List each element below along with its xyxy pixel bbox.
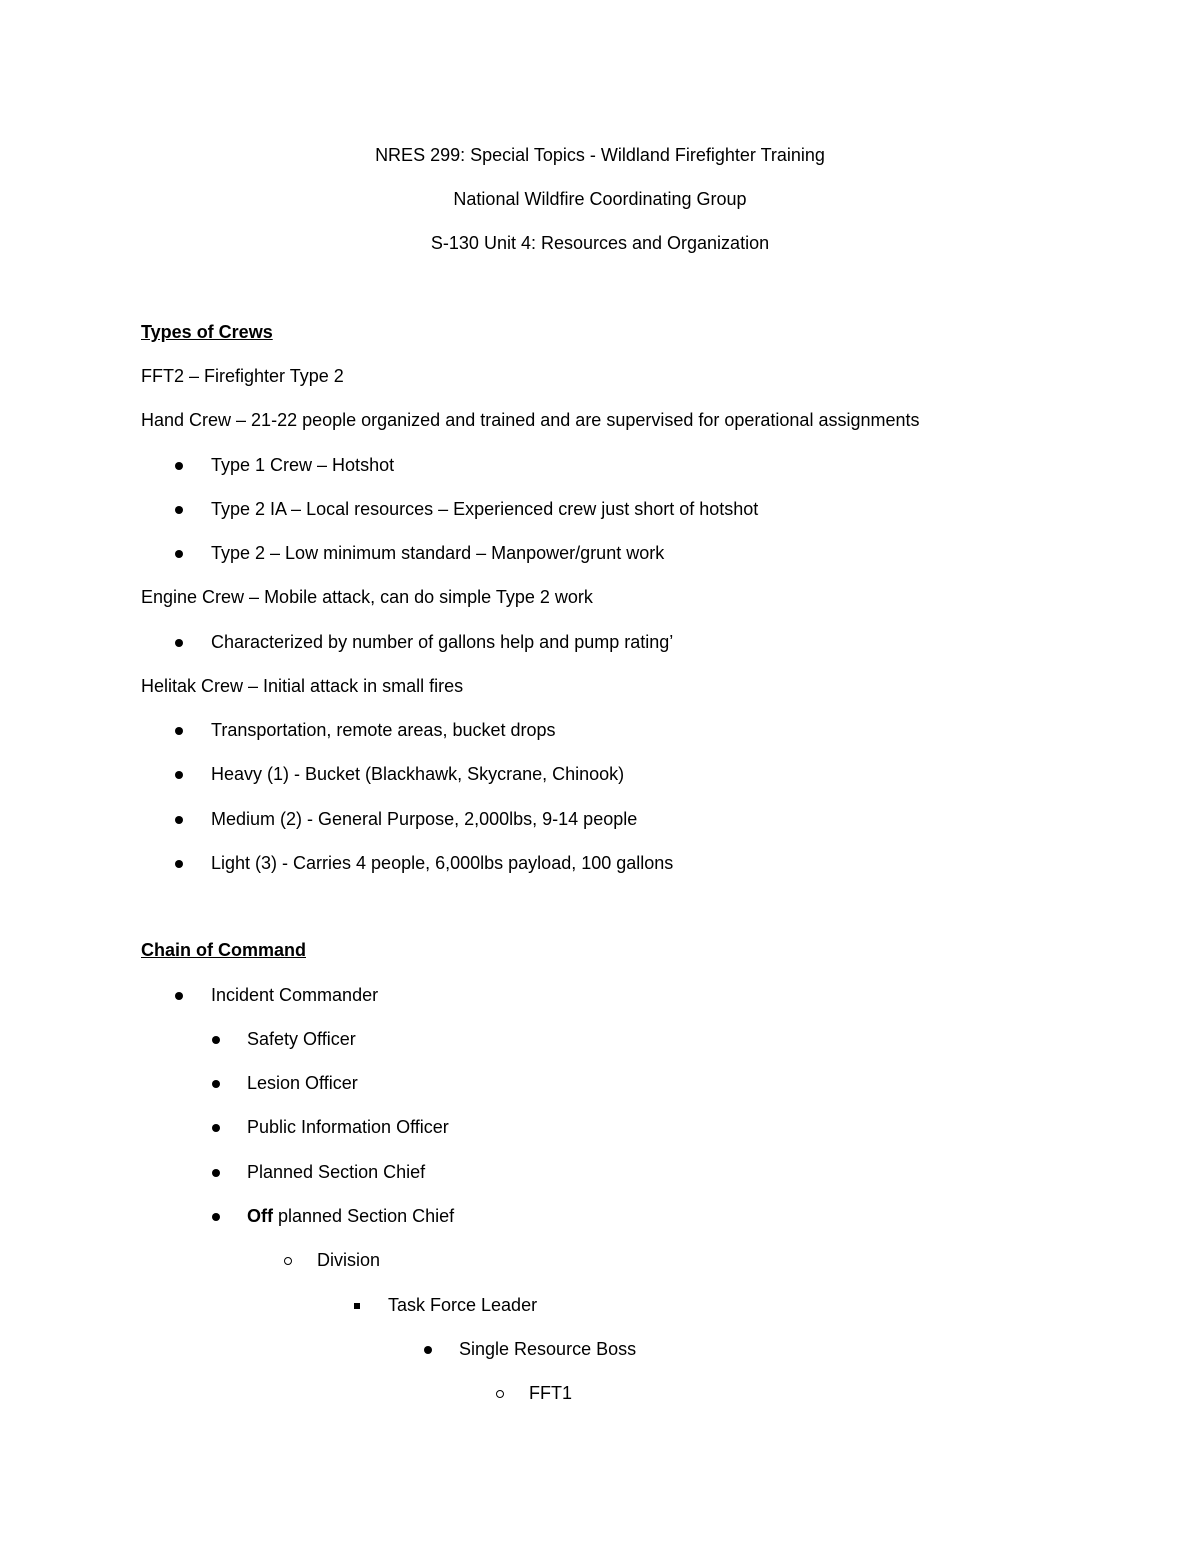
bullet-icon [175, 541, 183, 565]
bullet-icon [175, 497, 183, 521]
list-item-task-force-leader: Task Force Leader [388, 1295, 538, 1315]
bullet-icon [175, 453, 183, 477]
bullet-icon [424, 1337, 432, 1361]
bullet-icon [175, 807, 183, 831]
bullet-icon [212, 1160, 220, 1184]
list-item-off-planned-section-chief [247, 1204, 454, 1228]
section-heading-types-of-crews: Types of Crews [141, 322, 273, 342]
bullet-icon [175, 983, 183, 1007]
list-item: Type 1 Crew – Hotshot [211, 455, 395, 475]
list-item: Safety Officer [247, 1029, 356, 1049]
bullet-icon [212, 1071, 220, 1095]
list-item: Lesion Officer [247, 1073, 358, 1093]
bullet-icon [175, 762, 183, 786]
course-title: NRES 299: Special Topics - Wildland Firefighter Training [375, 145, 825, 165]
fft2-line: FFT2 – Firefighter Type 2 [141, 366, 344, 386]
list-item: Characterized by number of gallons help and pump rating’ [211, 632, 674, 652]
square-bullet-icon [354, 1293, 360, 1317]
off-planned-label: planned Section Chief [273, 1206, 455, 1226]
list-item: Type 2 – Low minimum standard – Manpower/grunt work [211, 543, 665, 563]
list-item: Type 2 IA – Local resources – Experienced crew just short of hotshot [211, 499, 759, 519]
bullet-icon [212, 1115, 220, 1139]
helitak-crew-line: Helitak Crew – Initial attack in small fires [141, 676, 464, 696]
bullet-icon [175, 630, 183, 654]
list-item: Planned Section Chief [247, 1162, 426, 1182]
circle-bullet-icon [284, 1248, 292, 1272]
engine-crew-line: Engine Crew – Mobile attack, can do simple Type 2 work [141, 587, 593, 607]
list-item: Transportation, remote areas, bucket drops [211, 720, 556, 740]
bullet-icon [212, 1027, 220, 1051]
off-emphasis: Off [247, 1206, 273, 1226]
bullet-icon [175, 718, 183, 742]
list-item: Medium (2) - General Purpose, 2,000lbs, 9-14 people [211, 809, 638, 829]
list-item-single-resource-boss: Single Resource Boss [459, 1339, 637, 1359]
list-item: Public Information Officer [247, 1117, 449, 1137]
list-item-division: Division [317, 1250, 381, 1270]
list-item-fft1: FFT1 [529, 1383, 572, 1403]
organization-name: National Wildfire Coordinating Group [453, 189, 747, 209]
list-item-incident-commander: Incident Commander [211, 985, 379, 1005]
list-item: Heavy (1) - Bucket (Blackhawk, Skycrane, Chinook) [211, 764, 625, 784]
bullet-icon [212, 1204, 220, 1228]
list-item: Light (3) - Carries 4 people, 6,000lbs payload, 100 gallons [211, 853, 674, 873]
circle-bullet-icon [496, 1381, 504, 1405]
hand-crew-line: Hand Crew – 21-22 people organized and trained and are supervised for operational assignments [141, 410, 920, 430]
unit-title: S-130 Unit 4: Resources and Organization [430, 233, 770, 253]
section-heading-chain-of-command: Chain of Command [141, 940, 306, 960]
bullet-icon [175, 851, 183, 875]
